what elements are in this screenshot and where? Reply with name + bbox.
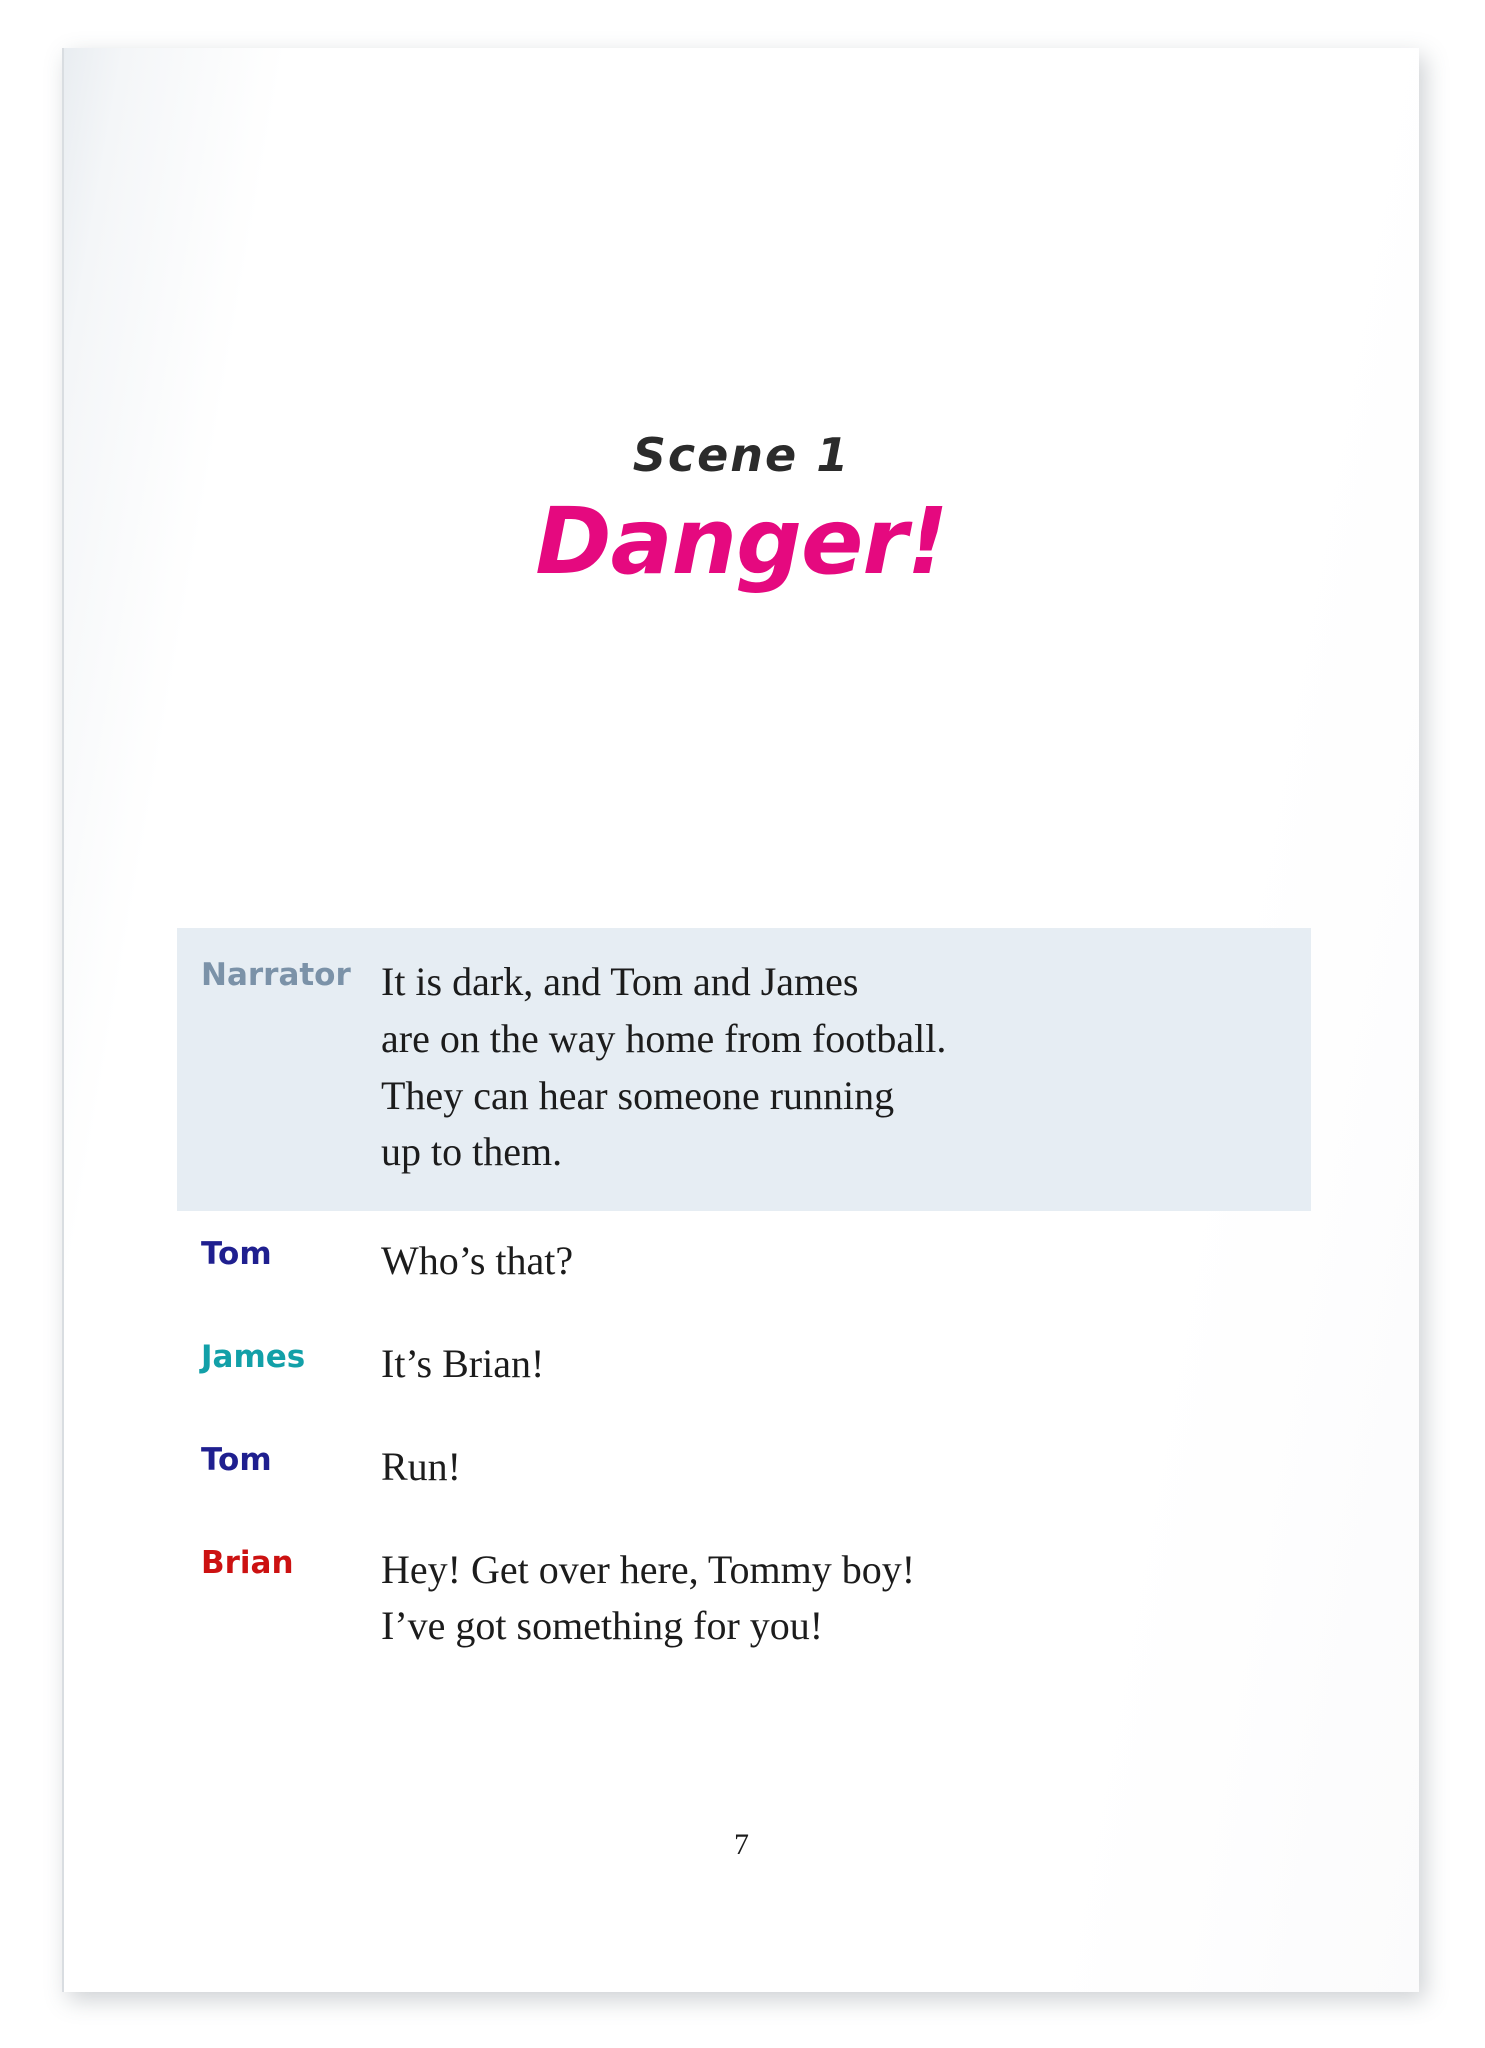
speech-text	[381, 954, 1311, 1181]
speaker-name: Brian	[201, 1544, 294, 1581]
speech-line: Hey! Get over here, Tommy boy!	[381, 1546, 916, 1592]
script-line	[189, 1314, 1299, 1417]
speaker-name: Tom	[201, 1441, 272, 1478]
speech-line: It is dark, and Tom and James	[381, 959, 859, 1004]
page-content	[64, 48, 1419, 1992]
script-line	[189, 1211, 1299, 1314]
speech-line: are on the way home from football.	[381, 1015, 947, 1061]
speech-text	[381, 1336, 1299, 1393]
speaker-name: Narrator	[201, 957, 351, 993]
page-title: Danger!	[535, 488, 948, 595]
script-line	[177, 928, 1311, 1211]
page-number: 7	[734, 1828, 749, 1861]
speech-text	[381, 1233, 1299, 1290]
scene-label: Scene 1	[632, 428, 851, 482]
speech-text	[381, 1439, 1299, 1496]
speech-line: I’ve got something for you!	[381, 1603, 824, 1649]
book-page	[62, 48, 1419, 1992]
speech-line: It’s Brian!	[381, 1340, 545, 1386]
script-line	[189, 1520, 1299, 1680]
speaker-name: Tom	[201, 1236, 272, 1273]
speaker-name: James	[201, 1338, 306, 1375]
speech-line: Run!	[381, 1443, 461, 1489]
speech-line: up to them.	[381, 1129, 563, 1175]
speech-line: They can hear someone running	[381, 1072, 895, 1118]
script-body	[189, 928, 1299, 1679]
script-line	[189, 1417, 1299, 1520]
speech-text	[381, 1542, 1299, 1656]
speech-line: Who’s that?	[381, 1238, 574, 1284]
